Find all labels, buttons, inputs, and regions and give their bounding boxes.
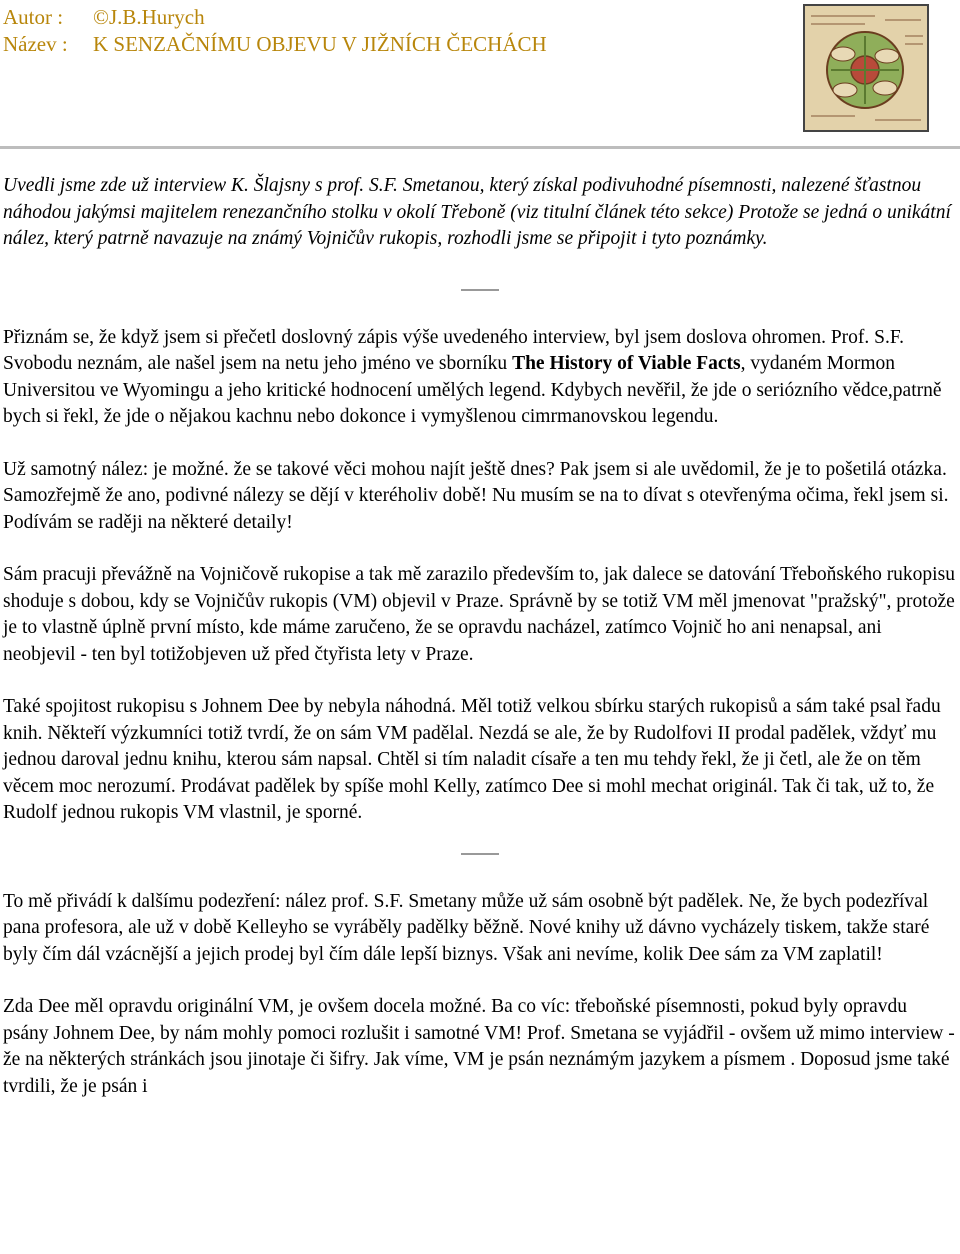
section-separator-2 xyxy=(461,853,499,855)
book-title: The History of Viable Facts xyxy=(512,353,741,374)
paragraph-2: Už samotný nález: je možné. že se takové věci mohou najít ještě dnes? Pak jsem si ale uvědomil, že je to pošetilá otázka. Samozřejmě že ano, podivné nálezy se dějí v kteréholiv době! Nu musím se na to dívat s otevřenýma očima, řekl jsem si. Podívám se raději na některé detaily! xyxy=(3,458,949,533)
title-label: Název : xyxy=(3,32,68,56)
paragraph-1-text-c: , vydaném Mormon Universitou ve Wyomingu a jeho kritické hodnocení umělých legend. Kdybych nevěřil, že jde o seriózního vědce,patrně bych si řekl, že jde o nějakou kachnu nebo dokonce i vymyšlenou cimrmanovskou legendu. xyxy=(3,353,942,427)
manuscript-image xyxy=(803,4,929,132)
article-body xyxy=(3,173,957,1126)
paragraph-5: To mě přivádí k dalšímu podezření: nález prof. S.F. Smetany může už sám osobně být padělek. Ne, že bych podezříval pana profesora, ale už v době Kelleyho se vyráběly padělky běžně. Nové knihy už dávno vycházely tiskem, takže staré byly čím dál vzácnější a jejich prodej byl čím dále lepší biznys. Však ani nevíme, kolik Dee sám za VM zaplatil! xyxy=(3,890,930,965)
intro-paragraph: Uvedli jsme zde už interview K. Šlajsny s prof. S.F. Smetanou, který získal podivuhodné písemnosti, nalezené šťastnou náhodou jakýmsi majitelem renezančního stolku v okolí Třeboně (viz titulní článek této sekce) Protože se jedná o unikátní nález, který patrně navazuje na známý Vojničův rukopis, rozhodli jsme se připojit i tyto poznámky. xyxy=(3,175,951,249)
paragraph-4: Také spojitost rukopisu s Johnem Dee by nebyla náhodná. Měl totiž velkou sbírku starých rukopisů a sám také psal řadu knih. Někteří výzkumníci totiž tvrdí, že on sám VM padělal. Nezdá se ale, že by Rudolfovi II prodal padělek, vždyť mu jednou daroval jednu knihu, kterou sám napsal. Chtěl si tím naladit císaře a ten mu tehdy řekl, že ji četl, ale že on těm věcem moc nerozumí. Prodávat padělek by spíše mohl Kelly, zatímco Dee si mohl mechat originál. Tak či tak, už to, že Rudolf jednou rukopis VM vlastnil, je sporné. xyxy=(3,696,941,823)
document-title: K SENZAČNÍMU OBJEVU V JIŽNÍCH ČECHÁCH xyxy=(93,32,547,56)
author-row xyxy=(3,4,547,31)
section-separator xyxy=(461,289,499,291)
paragraph-6: Zda Dee měl opravdu originální VM, je ovšem docela možné. Ba co víc: třeboňské písemnosti, pokud byly opravdu psány Johnem Dee, by nám mohly pomoci rozlušit i samotné VM! Prof. Smetana se vyjádřil - ovšem už mimo interview - že na některých stránkách jsou jinotaje či šifry. Jak víme, VM je psán neznámým jazykem a písmem . Doposud jsme také tvrdili, že je psán i xyxy=(3,996,955,1097)
author-label: Autor : xyxy=(3,5,64,29)
document-header xyxy=(3,4,547,58)
author-value: ©J.B.Hurych xyxy=(93,5,205,29)
paragraph-3: Sám pracuji převážně na Vojničově rukopise a tak mě zarazilo především to, jak dalece se datování Třeboňského rukopisu shoduje s dobou, kdy se Vojničův rukopis (VM) objevil v Praze. Správně by se totiž VM měl jmenovat "pražský", protože je to vlastně úplně první místo, kde máme zaručeno, že se opravdu nacházel, zatímco Vojnič ho ani nenapsal, ani neobjevil - ten byl totižobjeven už před čtyřista lety v Praze. xyxy=(3,564,955,665)
title-row xyxy=(3,31,547,58)
paragraph-1 xyxy=(3,325,957,431)
header-divider xyxy=(0,146,960,149)
paragraph-1-text-a: Přiznám se, že když jsem si přečetl doslovný zápis výše uvedeného interview, byl jsem doslova ohromen. Prof. S.F. Svobodu neznám, ale našel jsem na netu jeho jméno ve sborníku xyxy=(3,326,905,374)
manuscript-illustration-icon xyxy=(805,6,927,130)
